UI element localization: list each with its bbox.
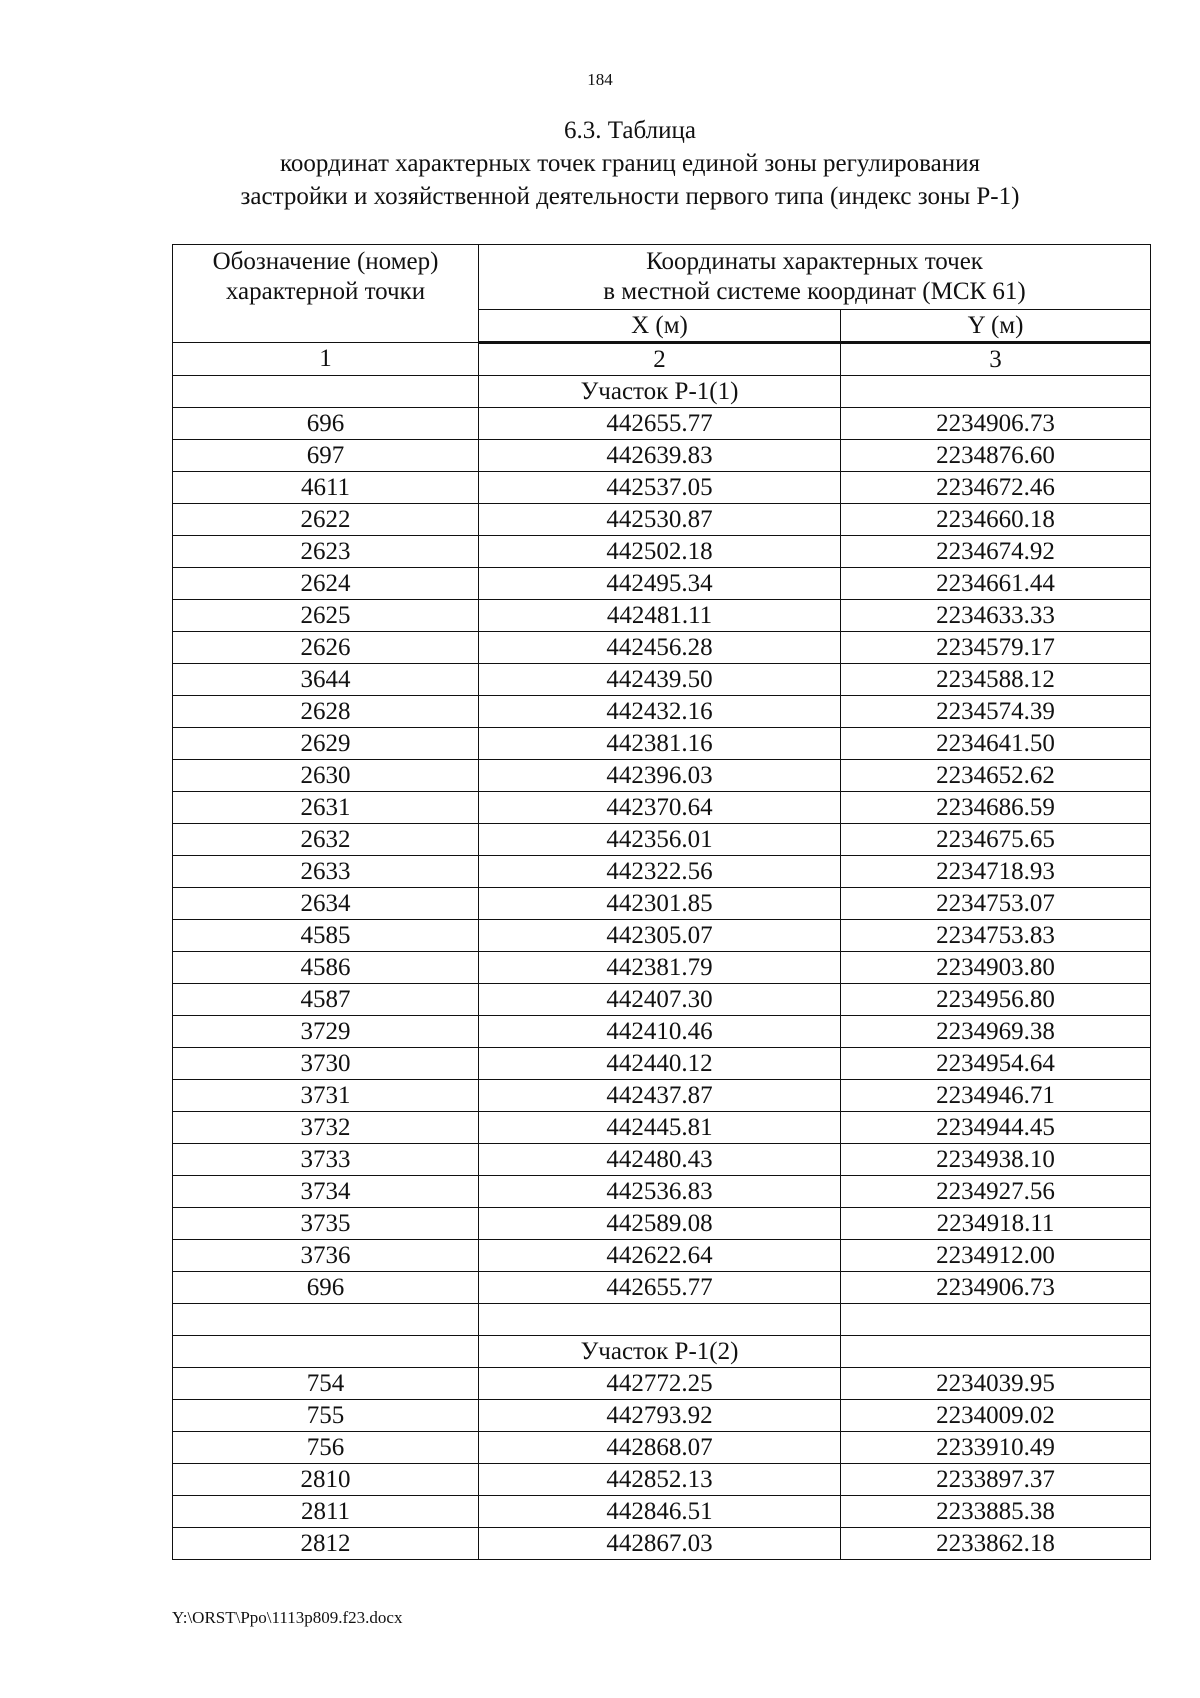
table-row [173, 536, 1151, 568]
y-coordinate-cell: 2234906.73 [841, 408, 1151, 440]
table-row [173, 1048, 1151, 1080]
table-row [173, 1464, 1151, 1496]
x-coordinate-cell: 442502.18 [479, 536, 841, 568]
y-coordinate-cell: 2234588.12 [841, 664, 1151, 696]
header-x: X (м) [479, 310, 841, 343]
y-coordinate-cell: 2234675.65 [841, 824, 1151, 856]
x-coordinate-cell: 442456.28 [479, 632, 841, 664]
point-number-cell: 696 [173, 408, 479, 440]
section-header-row [173, 1336, 1151, 1368]
table-row [173, 632, 1151, 664]
table-row [173, 600, 1151, 632]
y-coordinate-cell: 2234039.95 [841, 1368, 1151, 1400]
coordinates-table [172, 244, 1151, 1560]
column-number: 1 [173, 343, 479, 376]
y-coordinate-cell: 2234660.18 [841, 504, 1151, 536]
table-row [173, 1080, 1151, 1112]
x-coordinate-cell: 442530.87 [479, 504, 841, 536]
y-coordinate-cell: 2234641.50 [841, 728, 1151, 760]
point-number-cell: 2811 [173, 1496, 479, 1528]
empty-cell [173, 376, 479, 408]
footer-file-path: Y:\ORST\Ppo\1113p809.f23.docx [172, 1608, 403, 1627]
y-coordinate-cell: 2234753.83 [841, 920, 1151, 952]
y-coordinate-cell: 2234574.39 [841, 696, 1151, 728]
column-number: 3 [841, 343, 1151, 376]
x-coordinate-cell: 442639.83 [479, 440, 841, 472]
y-coordinate-cell: 2233910.49 [841, 1432, 1151, 1464]
column-number: 2 [479, 343, 841, 376]
point-number-cell: 2626 [173, 632, 479, 664]
y-coordinate-cell: 2233885.38 [841, 1496, 1151, 1528]
table-row [173, 984, 1151, 1016]
y-coordinate-cell: 2234753.07 [841, 888, 1151, 920]
table-title [180, 114, 1080, 213]
point-number-cell: 4585 [173, 920, 479, 952]
title-line-2: координат характерных точек границ единой зоны регулирования [280, 150, 980, 177]
x-coordinate-cell: 442495.34 [479, 568, 841, 600]
x-coordinate-cell: 442846.51 [479, 1496, 841, 1528]
y-coordinate-cell: 2234686.59 [841, 792, 1151, 824]
table-row [173, 472, 1151, 504]
point-number-cell: 3644 [173, 664, 479, 696]
y-coordinate-cell: 2234903.80 [841, 952, 1151, 984]
table-row [173, 760, 1151, 792]
table-row [173, 1400, 1151, 1432]
y-coordinate-cell: 2234652.62 [841, 760, 1151, 792]
point-number-cell: 2625 [173, 600, 479, 632]
point-number-cell: 2624 [173, 568, 479, 600]
point-number-cell: 2622 [173, 504, 479, 536]
y-coordinate-cell: 2234876.60 [841, 440, 1151, 472]
y-coordinate-cell: 2234633.33 [841, 600, 1151, 632]
table-row [173, 1272, 1151, 1304]
point-number-cell: 3730 [173, 1048, 479, 1080]
table-row [173, 1016, 1151, 1048]
x-coordinate-cell: 442407.30 [479, 984, 841, 1016]
table-row [173, 1208, 1151, 1240]
point-number-cell: 3729 [173, 1016, 479, 1048]
x-coordinate-cell: 442655.77 [479, 1272, 841, 1304]
point-number-cell: 3732 [173, 1112, 479, 1144]
x-coordinate-cell: 442370.64 [479, 792, 841, 824]
x-coordinate-cell: 442537.05 [479, 472, 841, 504]
empty-cell [173, 1336, 479, 1368]
y-coordinate-cell: 2234912.00 [841, 1240, 1151, 1272]
y-coordinate-cell: 2234009.02 [841, 1400, 1151, 1432]
point-number-cell: 3731 [173, 1080, 479, 1112]
point-number-cell: 2628 [173, 696, 479, 728]
y-coordinate-cell: 2234674.92 [841, 536, 1151, 568]
table-row [173, 1240, 1151, 1272]
x-coordinate-cell: 442410.46 [479, 1016, 841, 1048]
empty-cell [479, 1304, 841, 1336]
title-line-3: застройки и хозяйственной деятельности первого типа (индекс зоны Р-1) [240, 183, 1020, 210]
y-coordinate-cell: 2233862.18 [841, 1528, 1151, 1560]
header-y: Y (м) [841, 310, 1151, 343]
x-coordinate-cell: 442381.79 [479, 952, 841, 984]
x-coordinate-cell: 442322.56 [479, 856, 841, 888]
x-coordinate-cell: 442868.07 [479, 1432, 841, 1464]
point-number-cell: 4586 [173, 952, 479, 984]
x-coordinate-cell: 442536.83 [479, 1176, 841, 1208]
x-coordinate-cell: 442772.25 [479, 1368, 841, 1400]
table-row [173, 696, 1151, 728]
table-row [173, 1368, 1151, 1400]
x-coordinate-cell: 442622.64 [479, 1240, 841, 1272]
table-body [173, 376, 1151, 1560]
table-row [173, 1112, 1151, 1144]
y-coordinate-cell: 2233897.37 [841, 1464, 1151, 1496]
y-coordinate-cell: 2234661.44 [841, 568, 1151, 600]
table-row [173, 1176, 1151, 1208]
table-row [173, 728, 1151, 760]
x-coordinate-cell: 442445.81 [479, 1112, 841, 1144]
table-row [173, 824, 1151, 856]
empty-cell [841, 376, 1151, 408]
x-coordinate-cell: 442381.16 [479, 728, 841, 760]
empty-cell [173, 1304, 479, 1336]
header-point-designation: Обозначение (номер) характерной точки [173, 245, 479, 343]
point-number-cell: 3736 [173, 1240, 479, 1272]
x-coordinate-cell: 442655.77 [479, 408, 841, 440]
empty-cell [841, 1336, 1151, 1368]
x-coordinate-cell: 442867.03 [479, 1528, 841, 1560]
table-row [173, 792, 1151, 824]
table-row [173, 856, 1151, 888]
point-number-cell: 696 [173, 1272, 479, 1304]
table-row [173, 1432, 1151, 1464]
point-number-cell: 756 [173, 1432, 479, 1464]
x-coordinate-cell: 442356.01 [479, 824, 841, 856]
x-coordinate-cell: 442439.50 [479, 664, 841, 696]
y-coordinate-cell: 2234579.17 [841, 632, 1151, 664]
table-row [173, 920, 1151, 952]
point-number-cell: 3735 [173, 1208, 479, 1240]
y-coordinate-cell: 2234956.80 [841, 984, 1151, 1016]
point-number-cell: 2633 [173, 856, 479, 888]
x-coordinate-cell: 442793.92 [479, 1400, 841, 1432]
point-number-cell: 697 [173, 440, 479, 472]
x-coordinate-cell: 442480.43 [479, 1144, 841, 1176]
table-row [173, 504, 1151, 536]
table-row [173, 1144, 1151, 1176]
table-row [173, 1496, 1151, 1528]
x-coordinate-cell: 442432.16 [479, 696, 841, 728]
section-header-row [173, 376, 1151, 408]
header-coordinates-group: Координаты характерных точек в местной системе координат (МСК 61) [479, 245, 1151, 310]
y-coordinate-cell: 2234969.38 [841, 1016, 1151, 1048]
table-row [173, 440, 1151, 472]
y-coordinate-cell: 2234918.11 [841, 1208, 1151, 1240]
point-number-cell: 2810 [173, 1464, 479, 1496]
point-number-cell: 2629 [173, 728, 479, 760]
table-row [173, 1528, 1151, 1560]
table-row [173, 664, 1151, 696]
point-number-cell: 3733 [173, 1144, 479, 1176]
x-coordinate-cell: 442589.08 [479, 1208, 841, 1240]
section-title: Участок Р-1(2) [479, 1336, 841, 1368]
table-row [173, 888, 1151, 920]
table-row [173, 952, 1151, 984]
empty-cell [841, 1304, 1151, 1336]
y-coordinate-cell: 2234954.64 [841, 1048, 1151, 1080]
x-coordinate-cell: 442301.85 [479, 888, 841, 920]
y-coordinate-cell: 2234938.10 [841, 1144, 1151, 1176]
point-number-cell: 2623 [173, 536, 479, 568]
x-coordinate-cell: 442852.13 [479, 1464, 841, 1496]
x-coordinate-cell: 442440.12 [479, 1048, 841, 1080]
x-coordinate-cell: 442396.03 [479, 760, 841, 792]
point-number-cell: 2634 [173, 888, 479, 920]
point-number-cell: 2630 [173, 760, 479, 792]
y-coordinate-cell: 2234927.56 [841, 1176, 1151, 1208]
point-number-cell: 2631 [173, 792, 479, 824]
y-coordinate-cell: 2234718.93 [841, 856, 1151, 888]
table-row [173, 408, 1151, 440]
y-coordinate-cell: 2234944.45 [841, 1112, 1151, 1144]
point-number-cell: 755 [173, 1400, 479, 1432]
section-title: Участок Р-1(1) [479, 376, 841, 408]
point-number-cell: 4611 [173, 472, 479, 504]
y-coordinate-cell: 2234946.71 [841, 1080, 1151, 1112]
title-line-1: 6.3. Таблица [564, 117, 696, 144]
empty-row [173, 1304, 1151, 1336]
x-coordinate-cell: 442437.87 [479, 1080, 841, 1112]
page-number: 184 [587, 70, 613, 89]
x-coordinate-cell: 442305.07 [479, 920, 841, 952]
point-number-cell: 3734 [173, 1176, 479, 1208]
y-coordinate-cell: 2234672.46 [841, 472, 1151, 504]
column-number-row [173, 343, 1151, 376]
point-number-cell: 4587 [173, 984, 479, 1016]
point-number-cell: 754 [173, 1368, 479, 1400]
y-coordinate-cell: 2234906.73 [841, 1272, 1151, 1304]
x-coordinate-cell: 442481.11 [479, 600, 841, 632]
point-number-cell: 2812 [173, 1528, 479, 1560]
point-number-cell: 2632 [173, 824, 479, 856]
table-row [173, 568, 1151, 600]
